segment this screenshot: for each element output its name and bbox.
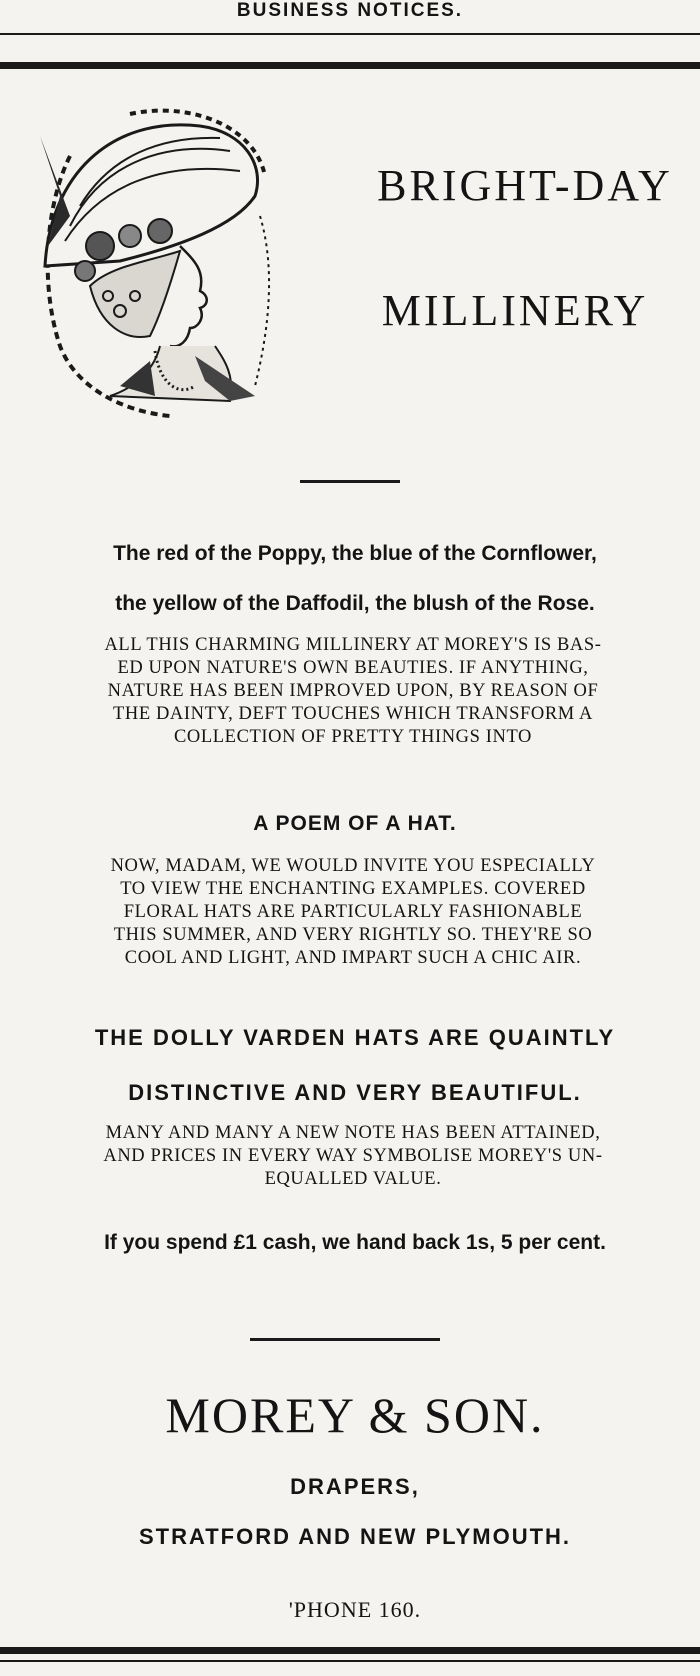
firm-name: MOREY & SON. (165, 1387, 545, 1443)
section-header: BUSINESS NOTICES. (236, 0, 464, 21)
brand-name-line1: BRIGHT-DAY (377, 161, 673, 210)
paragraph-line: AND PRICES IN EVERY WAY SYMBOLISE MOREY'S UN- (103, 1146, 603, 1166)
divider-rule (300, 480, 400, 483)
paragraph-line: TO VIEW THE ENCHANTING EXAMPLES. COVERED (120, 879, 586, 899)
paragraph-invitation (36, 855, 670, 970)
paragraph-line: THE DAINTY, DEFT TOUCHES WHICH TRANSFORM A (112, 704, 594, 724)
paragraph-line: ALL THIS CHARMING MILLINERY AT MOREY'S IS BAS- (104, 635, 602, 655)
paragraph-line: EQUALLED VALUE. (264, 1169, 442, 1189)
paragraph-prices (36, 1122, 670, 1191)
paragraph-line: THIS SUMMER, AND VERY RIGHTLY SO. THEY'RE SO (113, 925, 593, 945)
tagline-line2: the yellow of the Daffodil, the blush of the Rose. (115, 592, 595, 615)
paragraph-line: COLLECTION OF PRETTY THINGS INTO (173, 727, 533, 747)
discount-offer: If you spend £1 cash, we hand back 1s, 5 per cent. (104, 1231, 606, 1254)
paragraph-nature (36, 634, 670, 749)
paragraph-line: COOL AND LIGHT, AND IMPART SUCH A CHIC AIR. (124, 948, 582, 968)
bottom-thin-rule (0, 1660, 700, 1662)
location-label: STRATFORD AND NEW PLYMOUTH. (138, 1524, 572, 1549)
paragraph-line: FLORAL HATS ARE PARTICULARLY FASHIONABLE (123, 902, 583, 922)
header-rule (0, 33, 700, 35)
poem-heading: A POEM OF A HAT. (253, 812, 457, 835)
trade-label: DRAPERS, (290, 1474, 420, 1499)
brand-name-line2: MILLINERY (381, 286, 649, 335)
phone-number: 'PHONE 160. (288, 1597, 422, 1622)
dolly-varden-line2: DISTINCTIVE AND VERY BEAUTIFUL. (128, 1080, 582, 1105)
paragraph-line: NOW, MADAM, WE WOULD INVITE YOU ESPECIALLY (110, 856, 596, 876)
tagline-line1: The red of the Poppy, the blue of the Cornflower, (113, 542, 597, 565)
dolly-varden-line1: THE DOLLY VARDEN HATS ARE QUAINTLY (94, 1025, 616, 1050)
bottom-border-rule (0, 1647, 700, 1654)
divider-rule (250, 1338, 440, 1341)
paragraph-line: ED UPON NATURE'S OWN BEAUTIES. IF ANYTHING, (117, 658, 589, 678)
paragraph-line: NATURE HAS BEEN IMPROVED UPON, BY REASON OF (107, 681, 599, 701)
woman-in-flowered-hat-illustration (30, 96, 290, 426)
top-border-rule (0, 62, 700, 69)
paragraph-line: MANY AND MANY A NEW NOTE HAS BEEN ATTAINED, (105, 1123, 601, 1143)
